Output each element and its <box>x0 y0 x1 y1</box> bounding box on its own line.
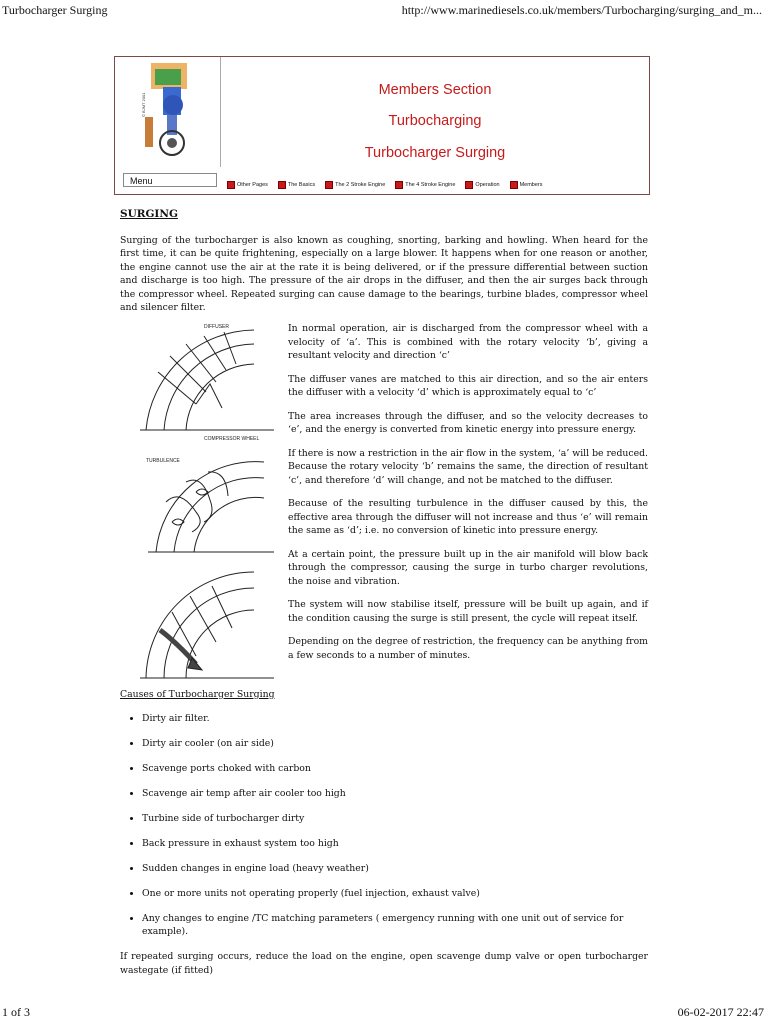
nav-label: Other Pages <box>237 182 268 188</box>
paragraph-6: At a certain point, the pressure built up in the air manifold will blow back through the compressor, causing the surge in turbo charger revolutions, the noise and vibration. <box>288 548 648 587</box>
checkbox-icon <box>395 181 403 189</box>
nav-members[interactable] <box>510 181 543 189</box>
page-number: 1 of 3 <box>2 1005 30 1019</box>
closing-paragraph: If repeated surging occurs, reduce the load on the engine, open scavenge dump valve or open turbocharger wastegate (if fitted) <box>120 951 648 976</box>
causes-section <box>120 688 648 986</box>
turbocharger-logo-image <box>115 57 220 167</box>
paragraph-8: Depending on the degree of restriction, the frequency can be anything from a few seconds to a number of minutes. <box>288 636 648 661</box>
explanation-column <box>288 322 648 672</box>
nav-label: The 4 Stroke Engine <box>405 182 456 188</box>
paragraph-1: In normal operation, air is discharged from the compressor wheel with a velocity of ‘a’. This is combined with the rotary velocity ‘b’, giving a resultant velocity and direction ‘c’ <box>288 323 648 361</box>
logo-cell <box>115 57 221 167</box>
checkbox-icon <box>465 181 473 189</box>
label-diffuser: DIFFUSER <box>204 324 229 330</box>
print-footer <box>2 1005 764 1021</box>
logo-caption: © BJMT 2001 <box>141 92 146 117</box>
banner-line-page: Turbocharger Surging <box>364 145 506 161</box>
checkbox-icon <box>278 181 286 189</box>
causes-heading: Causes of Turbocharger Surging <box>120 689 275 700</box>
paragraph-5: Because of the resulting turbulence in the diffuser caused by this, the effective area through the diffuser will not increase and thus ‘e’ will remain the same as ‘d’; i.e. no conversion of kinetic into pressure energy. <box>288 498 648 536</box>
list-item: • Any changes to engine /TC matching parameters ( emergency running with one unit out of service for example). <box>142 912 648 939</box>
nav-label: Operation <box>475 182 500 188</box>
diagram-surge <box>140 572 274 678</box>
banner-titles <box>221 57 649 167</box>
checkbox-icon <box>325 181 333 189</box>
paragraph-3: The area increases through the diffuser, and so the velocity decreases to ‘e’, and the energy is converted from kinetic energy into pressure energy. <box>288 410 648 435</box>
diagram-turbulence <box>146 458 274 552</box>
label-compressor-wheel: COMPRESSOR WHEEL <box>204 436 260 442</box>
nav-operation[interactable] <box>465 181 499 189</box>
list-item: • Scavenge air temp after air cooler too high <box>142 787 648 801</box>
compressor-diffuser-diagrams <box>136 322 276 682</box>
label-turbulence: TURBULENCE <box>146 458 180 464</box>
list-item: • Scavenge ports choked with carbon <box>142 762 648 776</box>
list-item: • Dirty air filter. <box>142 712 648 726</box>
diagram-column <box>136 322 276 682</box>
paragraph-4: If there is now a restriction in the air flow in the system, ‘a’ will be reduced. Because the rotary velocity ‘b’ remains the same, the direction of resultant ‘c’, and therefore ‘d’ will change, and not be matched to the diffuser. <box>288 447 648 486</box>
paragraph-7: The system will now stabilise itself, pressure will be built up again, and if the condition causing the surge is still present, the cycle will repeat itself. <box>288 599 648 624</box>
menu-dropdown[interactable]: Menu <box>123 173 217 187</box>
banner-line-members: Members Section <box>378 82 492 98</box>
list-item: • Dirty air cooler (on air side) <box>142 737 648 751</box>
nav-4-stroke[interactable] <box>395 181 455 189</box>
list-item: • Sudden changes in engine load (heavy weather) <box>142 862 648 876</box>
article-top <box>120 208 648 324</box>
intro-paragraph: Surging of the turbocharger is also known as coughing, snorting, barking and howling. When heard for the first time, it can be quite frightening, especially on a large blower. It happens when for one reason or another, the engine cannot use the air at the rate it is being delivered, or if the pressure differential between suction and discharge is too high. The pressure of the air drops in the diffuser, and then the air surges back through the compressor wheel. Repeated surging can cause damage to the bearings, turbine blades, compressor wheel and silencer filter. <box>120 234 648 313</box>
nav-label: The Basics <box>287 182 316 188</box>
banner-line-section: Turbocharging <box>388 113 482 129</box>
diagram-normal-flow <box>140 324 274 442</box>
article-heading: SURGING <box>120 208 178 220</box>
print-title: Turbocharger Surging <box>2 3 108 17</box>
site-banner <box>114 56 650 195</box>
nav-links <box>227 181 543 189</box>
nav-label: Members <box>519 182 543 188</box>
nav-label: The 2 Stroke Engine <box>335 182 386 188</box>
nav-2-stroke[interactable] <box>325 181 385 189</box>
print-datetime: 06-02-2017 22:47 <box>677 1005 764 1019</box>
list-item: • One or more units not operating properly (fuel injection, exhaust valve) <box>142 887 648 901</box>
print-url[interactable]: http://www.marinediesels.co.uk/members/Turbocharging/surging_and_m... <box>401 3 762 17</box>
nav-the-basics[interactable] <box>278 181 315 189</box>
print-header <box>2 3 762 19</box>
nav-other-pages[interactable] <box>227 181 268 189</box>
list-item: • Back pressure in exhaust system too high <box>142 837 648 851</box>
list-item: • Turbine side of turbocharger dirty <box>142 812 648 826</box>
checkbox-icon <box>510 181 518 189</box>
causes-list <box>120 712 648 939</box>
paragraph-2: The diffuser vanes are matched to this air direction, and so the air enters the diffuser with a velocity ‘d’ which is approximately equal to ‘c’ <box>288 373 648 398</box>
checkbox-icon <box>227 181 235 189</box>
